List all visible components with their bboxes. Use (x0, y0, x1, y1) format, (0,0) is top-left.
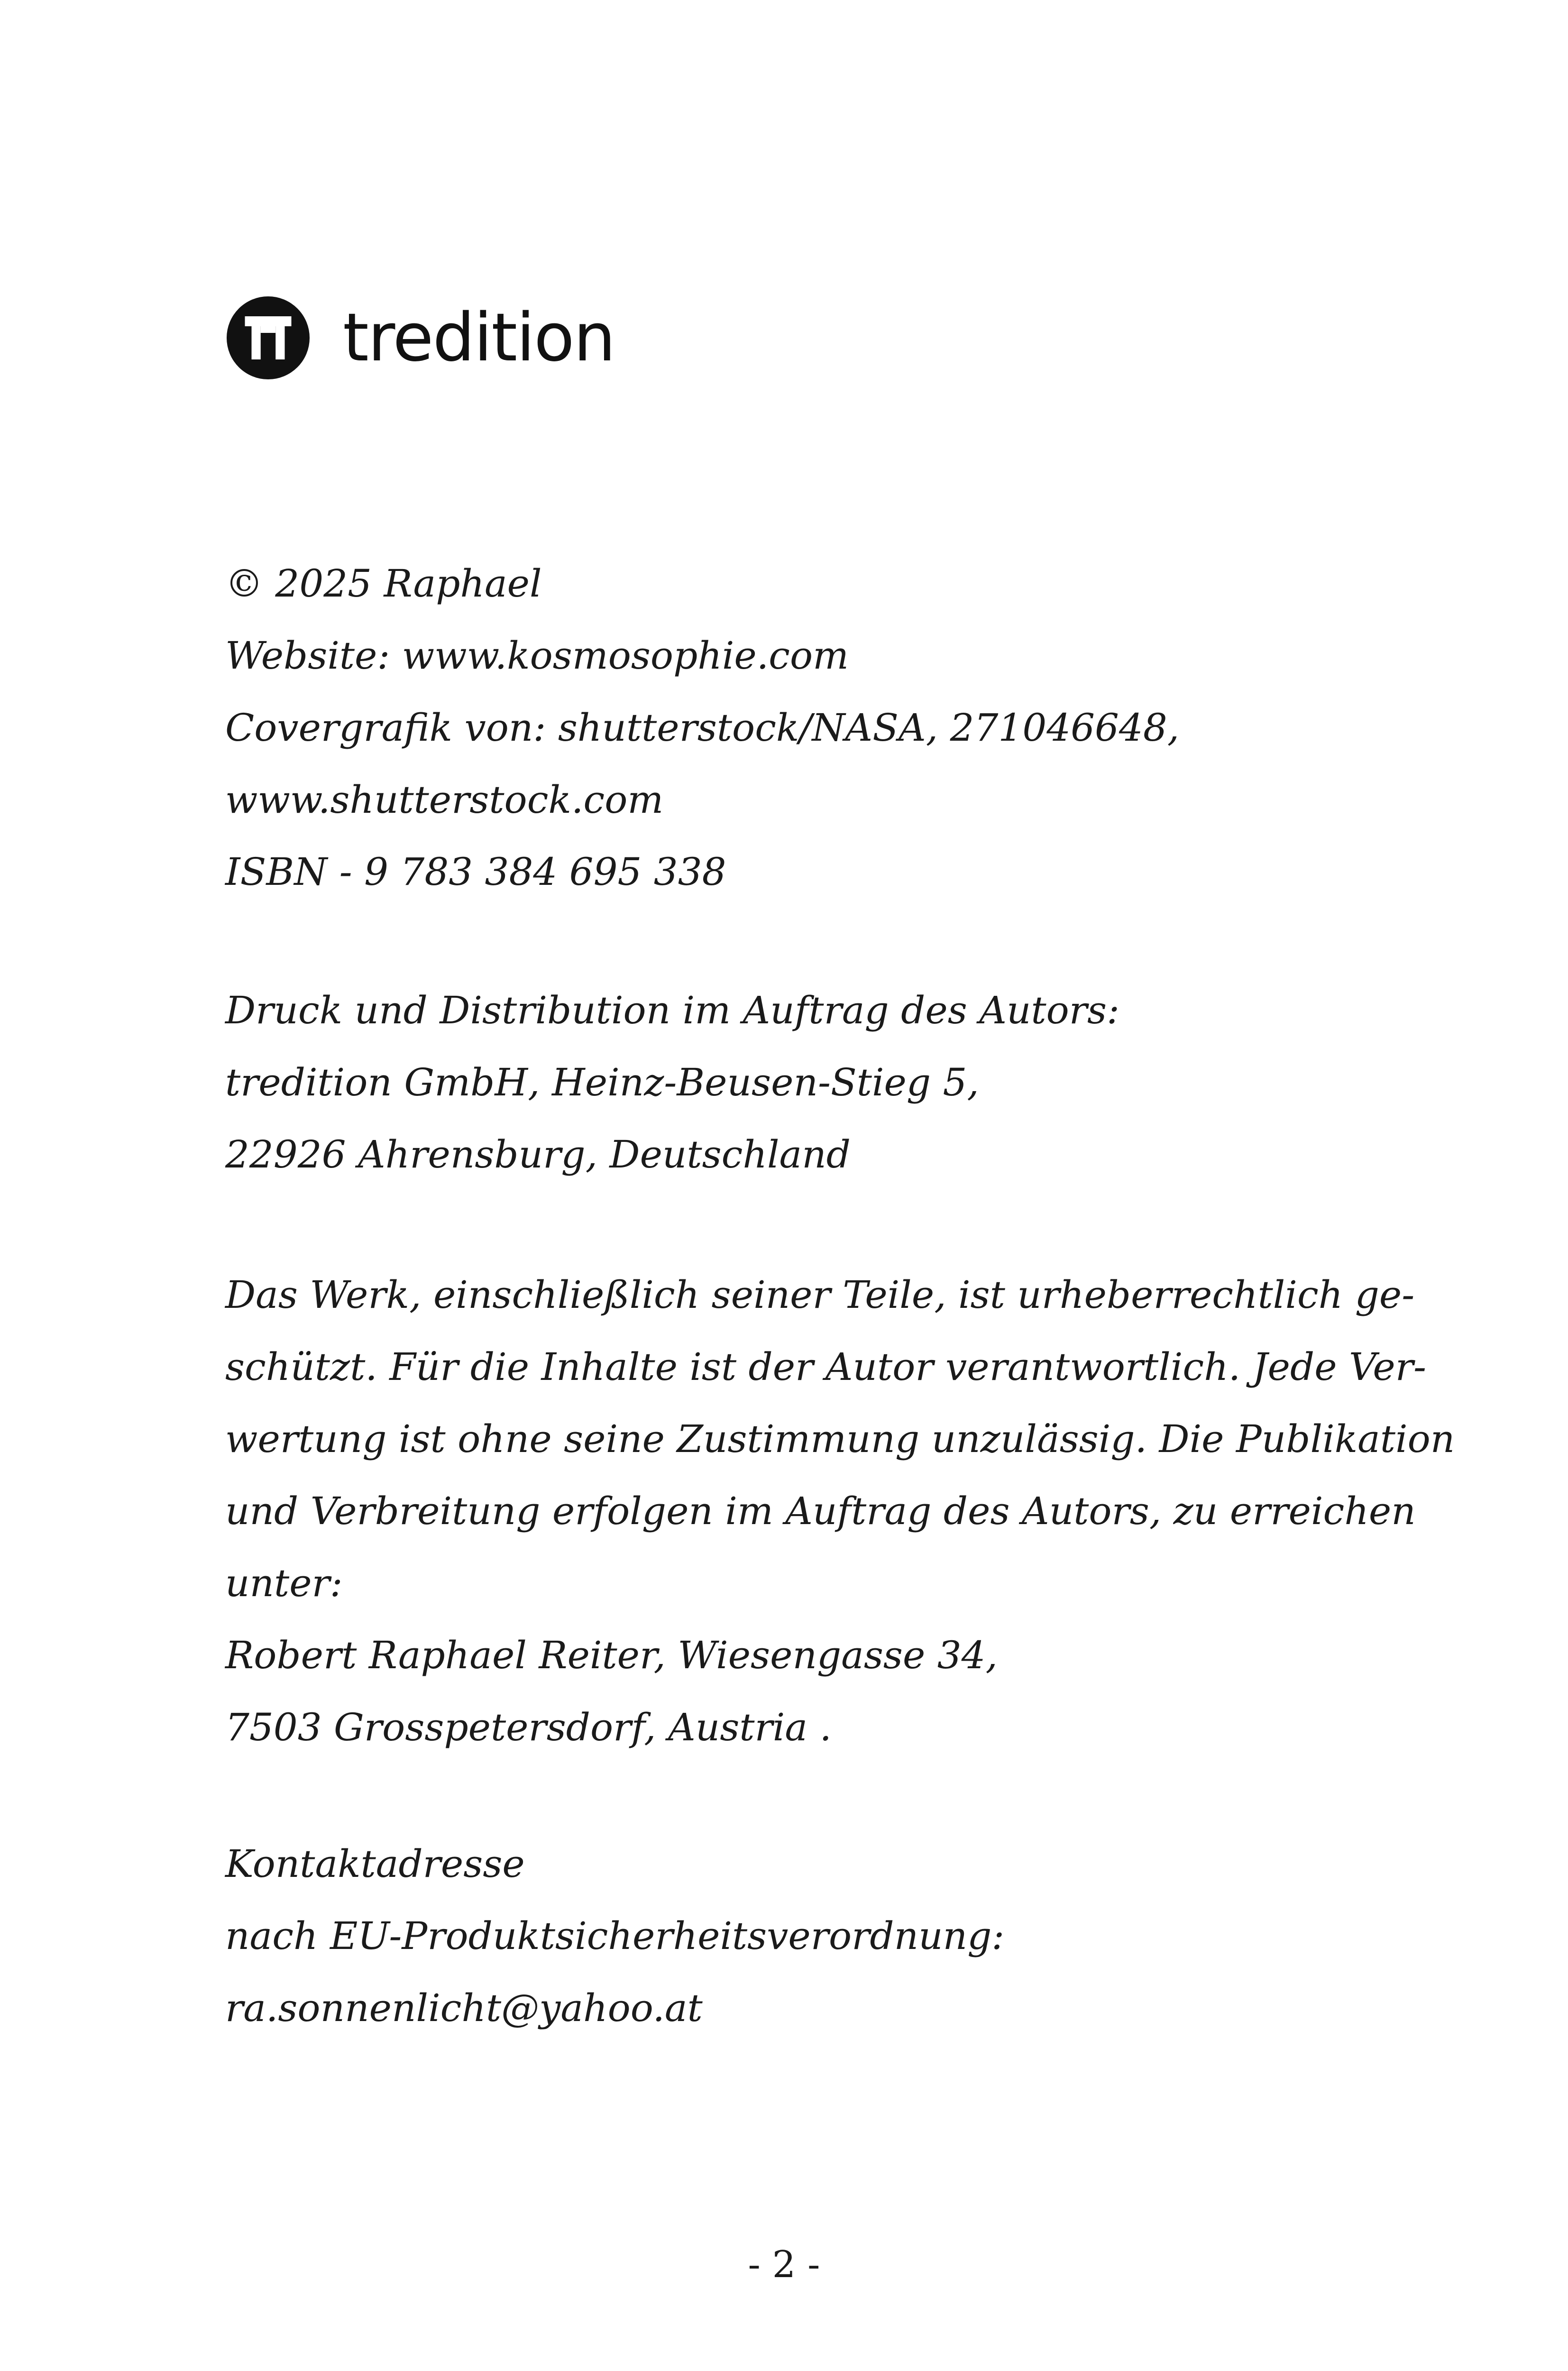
printer-line: Druck und Distribution im Auftrag des Autors: (225, 988, 1120, 1032)
website-line: Website: www.kosmosophie.com (225, 634, 849, 678)
printer-line: 22926 Ahrensburg, Deutschland (225, 1132, 851, 1176)
copyright-line: © 2025 Raphael (225, 561, 542, 606)
legal-line: und Verbreitung erfolgen im Auftrag des Autors, zu erreichen (225, 1489, 1416, 1533)
contact-heading: Kontaktadresse (225, 1842, 525, 1886)
printer-line: tredition GmbH, Heinz-Beusen-Stieg 5, (225, 1060, 979, 1104)
cover-credit-url-line: www.shutterstock.com (225, 778, 664, 822)
publisher-name: tredition (343, 299, 615, 377)
legal-notice-block (225, 1259, 1455, 1764)
copyright-block (225, 548, 1179, 908)
legal-line: schützt. Für die Inhalte ist der Autor verantwortlich. Jede Ver- (225, 1345, 1427, 1389)
cover-credit-line: Covergrafik von: shutterstock/NASA, 271046648, (225, 706, 1180, 750)
contact-subheading: nach EU-Produktsicherheitsverordnung: (225, 1914, 1005, 1958)
author-address-line: 7503 Grosspetersdorf, Austria . (225, 1705, 832, 1749)
printer-block (225, 974, 1119, 1191)
contact-block (225, 1828, 1004, 2044)
author-address-line: Robert Raphael Reiter, Wiesengasse 34, (225, 1633, 998, 1677)
publisher-logo (227, 296, 614, 379)
legal-line: unter: (225, 1561, 343, 1605)
page-number: - 2 - (748, 2243, 820, 2286)
tredition-logo-icon (227, 296, 310, 379)
legal-line: wertung ist ohne seine Zustimmung unzulässig. Die Publikation (225, 1417, 1455, 1461)
contact-email: ra.sonnenlicht@yahoo.at (225, 1986, 703, 2030)
isbn-line: ISBN - 9 783 384 695 338 (225, 850, 726, 894)
legal-line: Das Werk, einschließlich seiner Teile, ist urheberrechtlich ge- (225, 1273, 1415, 1317)
